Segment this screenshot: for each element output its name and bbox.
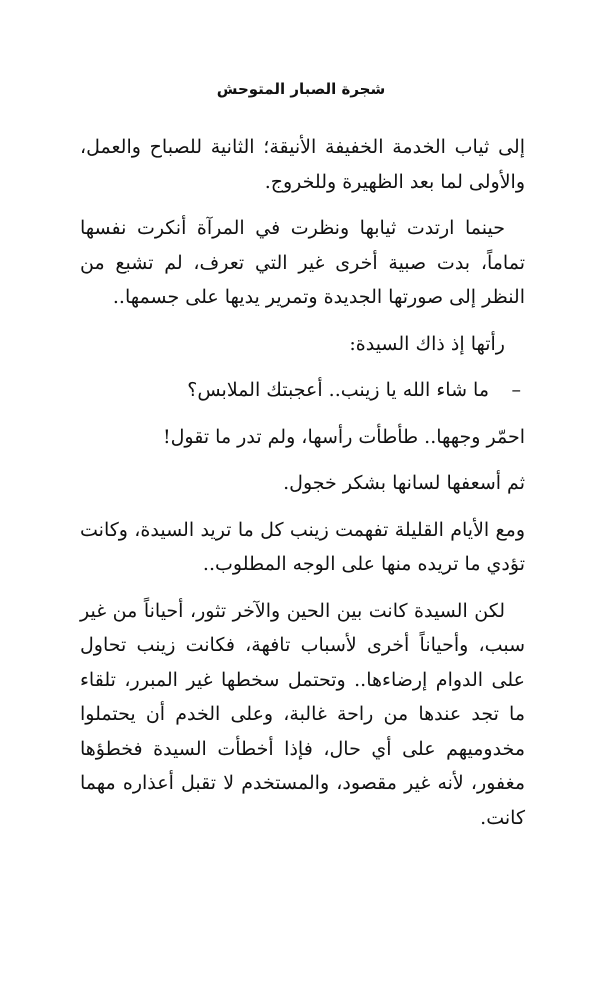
- body-text: [80, 130, 525, 847]
- dialogue-dash: –: [511, 379, 521, 401]
- paragraph: إلى ثياب الخدمة الخفيفة الأنيقة؛ الثانية للصباح والعمل، والأولى لما بعد الظهيرة وللخروج.: [80, 136, 525, 193]
- paragraph: حينما ارتدت ثيابها ونظرت في المرآة أنكرت نفسها تماماً، بدت صبية أخرى غير التي تعرف، لم تشبع من النظر إلى صورتها الجديدة وتمرير يديها على جسمها..: [80, 217, 525, 308]
- paragraph: رأتها إذ ذاك السيدة:: [349, 332, 505, 355]
- paragraph: احمّر وجهها.. طأطأت رأسها، ولم تدر ما تقول!: [162, 425, 525, 448]
- paragraph: لكن السيدة كانت بين الحين والآخر تثور، أحياناً من غير سبب، وأحياناً أخرى لأسباب تافهة، فكانت زينب تحاول على الدوام إرضاءها.. وتحتمل سخطها غير المبرر، تلقاء ما تجد عندها من راحة غالبة، وعلى الخدم أن يحتملوا مخدوميهم على أي حال، فإذا أخطأت السيدة فخطؤها مغفور، لأنه غير مقصود، والمستخدم لا تقبل أعذاره مهما كانت.: [80, 599, 525, 829]
- paragraph: ومع الأيام القليلة تفهمت زينب كل ما تريد السيدة، وكانت تؤدي ما تريده منها على الوجه المطلوب..: [80, 518, 525, 575]
- paragraph: ثم أسعفها لسانها بشكر خجول.: [283, 472, 525, 494]
- dialogue-text: ما شاء الله يا زينب.. أعجبتك الملابس؟: [187, 379, 489, 401]
- dialogue-line: [80, 373, 525, 408]
- running-header-title: شجرة الصبار المتوحش: [216, 80, 386, 98]
